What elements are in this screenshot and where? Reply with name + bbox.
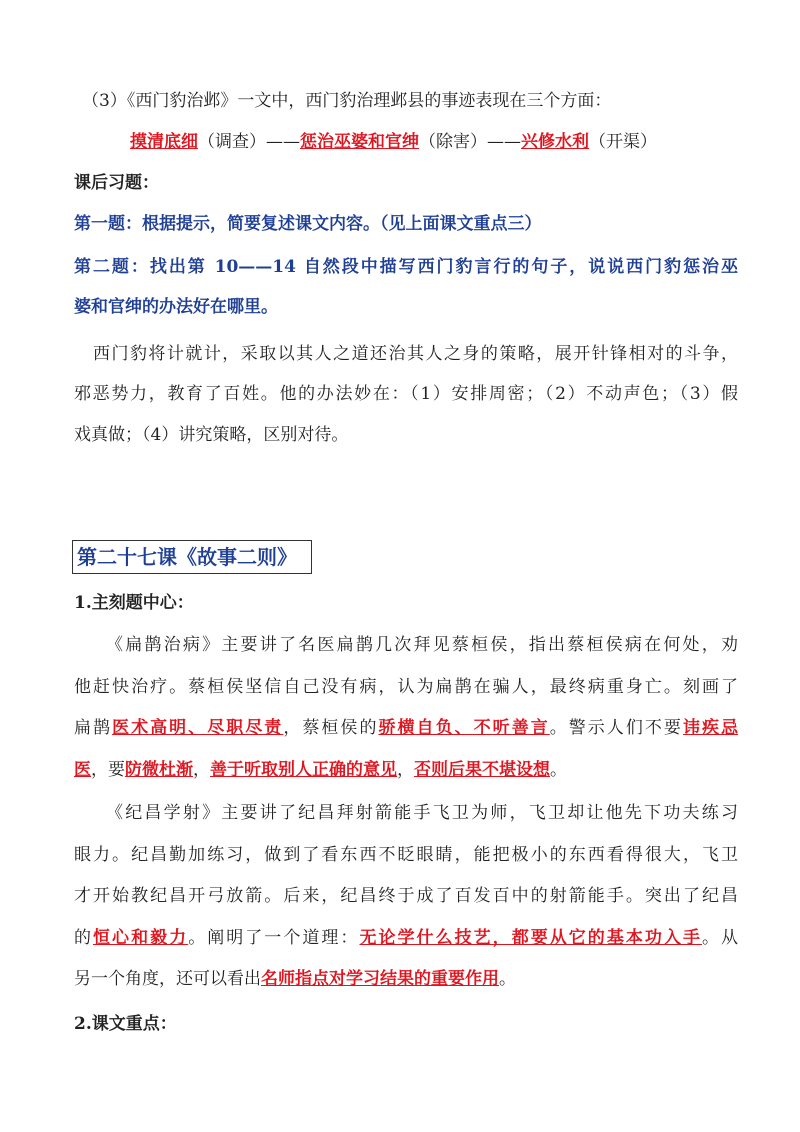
- aspect-1-highlight: 摸清底细: [130, 132, 198, 152]
- text: 另一个角度，还可以看出: [74, 969, 261, 989]
- jichang-line-5: [74, 966, 738, 992]
- jichang-line-2: 眼力。纪昌勤加练习，做到了看东西不眨眼睛，能把极小的东西看得很大，飞卫: [74, 845, 738, 865]
- bianque-line-3: [74, 715, 738, 741]
- text: ，蔡桓侯的: [283, 718, 379, 738]
- text: 。从: [701, 928, 739, 948]
- highlight: 恒心和毅力: [93, 928, 189, 948]
- highlight: 骄横自负、不听善言: [378, 718, 550, 738]
- text: 。警示人们不要: [549, 718, 683, 738]
- aspect-3-highlight: 兴修水利: [521, 132, 589, 152]
- aspect-2-note: （除害）: [419, 132, 487, 152]
- bianque-line-2: 他赶快治疗。蔡桓侯坚信自己没有病，认为扁鹊在骗人，最终病重身亡。刻画了: [74, 677, 738, 697]
- text: 。: [499, 969, 516, 989]
- text: 的: [74, 928, 94, 948]
- highlight: 防微杜渐: [125, 760, 193, 780]
- jichang-line-4: [74, 925, 738, 951]
- question-1: 第一题：根据提示，简要复述课文内容。（见上面课文重点三）: [74, 214, 542, 234]
- section-heading-key-points: 2.课文重点：: [74, 1014, 177, 1034]
- highlight: 名师指点对学习结果的重要作用: [261, 969, 499, 989]
- highlight: 医: [74, 760, 91, 780]
- intro-line: （3）《西门豹治邺》一文中，西门豹治理邺县的事迹表现在三个方面：: [82, 91, 612, 111]
- question-2-line-1: 第二题：找出第 10——14 自然段中描写西门豹言行的句子，说说西门豹惩治巫: [74, 257, 738, 277]
- answer-line-1: 西门豹将计就计，采取以其人之道还治其人之身的策略，展开针锋相对的斗争，: [93, 344, 738, 364]
- highlight: 讳疾忌: [682, 718, 739, 738]
- aspect-3-note: （开渠）: [589, 132, 657, 152]
- aspects-line: [130, 129, 738, 155]
- text: ，要: [91, 760, 125, 780]
- text: 。阐明了一个道理：: [188, 928, 360, 948]
- text: 。: [550, 760, 567, 780]
- text: ，: [397, 760, 414, 780]
- highlight: 善于听取别人正确的意见: [210, 760, 397, 780]
- jichang-line-3: 才开始教纪昌开弓放箭。后来，纪昌终于成了百发百中的射箭能手。突出了纪昌: [74, 886, 738, 906]
- highlight: 医术高明、尽职尽责: [112, 718, 284, 738]
- bianque-line-1: 《扁鹊治病》主要讲了名医扁鹊几次拜见蔡桓侯，指出蔡桓侯病在何处，劝: [106, 635, 738, 655]
- dash-2: ——: [487, 132, 521, 152]
- text: ，: [193, 760, 210, 780]
- jichang-line-1: 《纪昌学射》主要讲了纪昌拜射箭能手飞卫为师，飞卫却让他先下功夫练习: [106, 803, 738, 823]
- answer-line-2: 邪恶势力，教育了百姓。他的办法妙在：（1）安排周密；（2）不动声色；（3）假: [74, 384, 738, 404]
- aspect-1-note: （调查）: [198, 132, 266, 152]
- answer-line-3: 戏真做；（4）讲究策略，区别对待。: [74, 425, 349, 445]
- exercises-heading: 课后习题：: [74, 173, 159, 193]
- text: 扁鹊: [74, 718, 113, 738]
- bianque-line-4: [74, 757, 738, 783]
- question-2-line-2: 婆和官绅的办法好在哪里。: [74, 297, 278, 317]
- lesson-27-title: 第二十七课《故事二则》: [72, 540, 312, 574]
- aspect-2-highlight: 惩治巫婆和官绅: [300, 132, 419, 152]
- highlight: 无论学什么技艺，都要从它的基本功入手: [359, 928, 702, 948]
- section-heading-theme: 1.主刻题中心：: [74, 593, 194, 613]
- highlight: 否则后果不堪设想: [414, 760, 550, 780]
- dash-1: ——: [266, 132, 300, 152]
